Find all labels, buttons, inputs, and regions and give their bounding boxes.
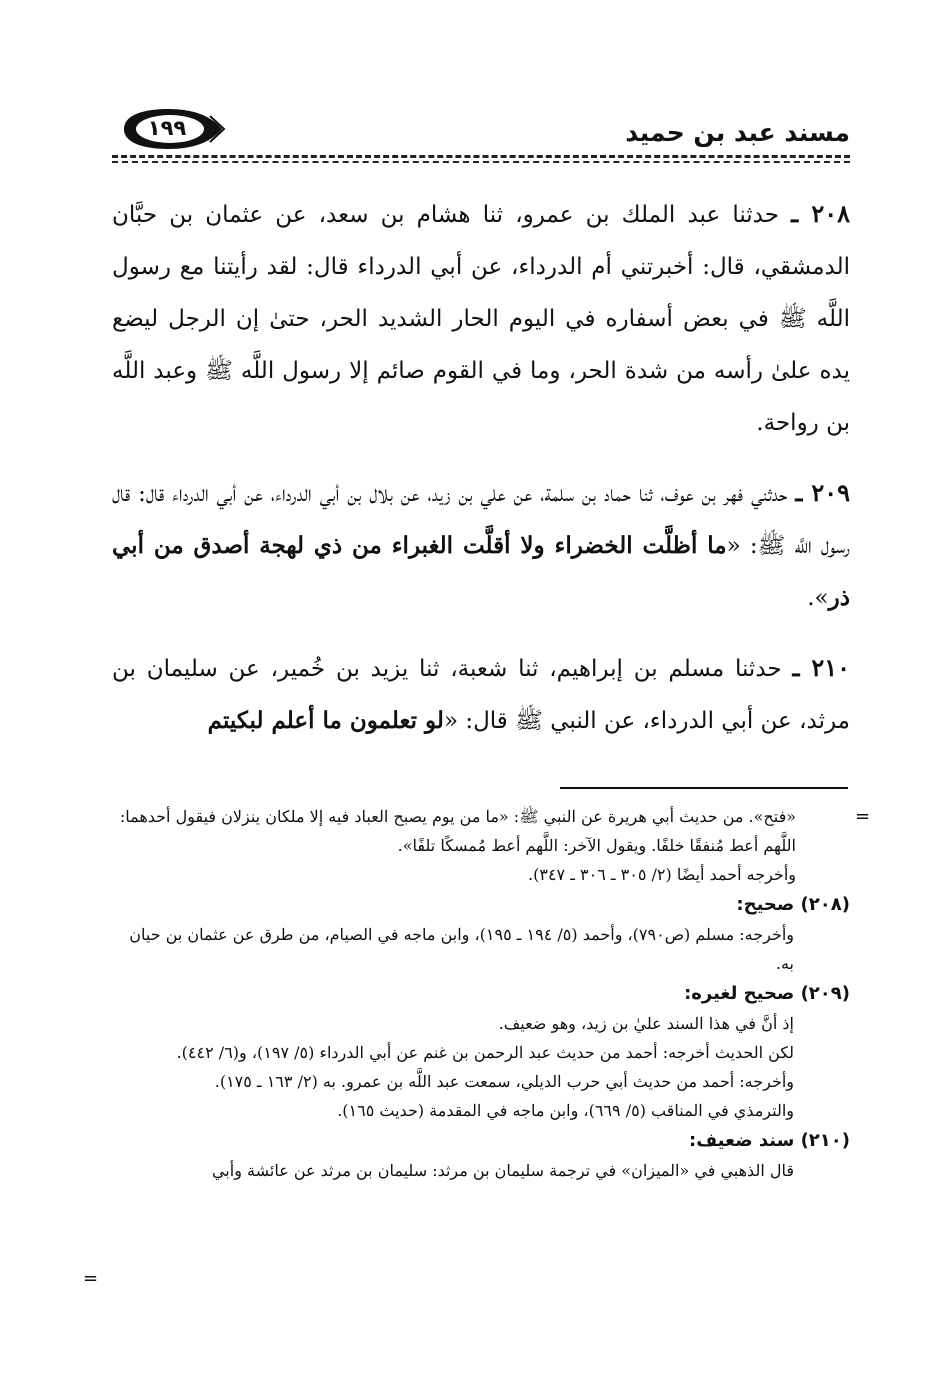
footnote-heading-209: (٢٠٩) صحيح لغيره:: [684, 983, 850, 1004]
footnote-line: وأخرجه أحمد أيضًا (٢/ ٣٠٥ ـ ٣٠٦ ـ ٣٤٧).: [528, 865, 796, 884]
footnote-end-marker: =: [83, 1268, 99, 1289]
footnote-line: قال الذهبي في «الميزان» في ترجمة سليمان بن مرثد: سليمان بن مرثد عن عائشة وأبي: [211, 1161, 794, 1180]
footnote-heading-210: (٢١٠) سند ضعيف:: [689, 1130, 850, 1151]
hadith-text: حدثنا عبد الملك بن عمرو، ثنا هشام بن سعد، عن عثمان بن حبَّان الدمشقي، قال: أخبرتني أم الدرداء، عن أبي الدرداء قال: لقد رأيتنا مع رسول اللَّه ﷺ في بعض أسفاره في اليوم الحار الشديد الحر، حتىٰ إن الرجل ليضع يده علىٰ رأسه من شدة الحر، وما في القوم صائم إلا رسول اللَّه ﷺ وعبد اللَّه بن رواحة.: [112, 202, 850, 436]
hadith-quote: ما أظلَّت الخضراء ولا أقلَّت الغبراء من ذي لهجة أصدق من أبي ذر: [112, 532, 850, 611]
header-rule: [112, 155, 850, 158]
hadith-209: [112, 467, 850, 624]
footnote-line: وأخرجه: مسلم (ص٧٩٠)، وأحمد (٥/ ١٩٤ ـ ١٩٥)، وابن ماجه في الصيام، من طرق عن عثمان بن حيان به.: [129, 925, 794, 973]
page-number: ١٩٩: [147, 116, 187, 140]
footnotes: [110, 802, 850, 1185]
footnote-line: إذ أنَّ في هذا السند عليٰ بن زيد، وهو ضعيف.: [498, 1014, 794, 1033]
footnote-line: «فتح». من حديث أبي هريرة عن النبي ﷺ: «ما من يوم يصبح العباد فيه إلا ملكان ينزلان فيقول أحدهما: اللَّهم أعط مُنفقًا خلفًا. ويقول الآخر: اللَّهم أعط مُمسكًا تلفًا».: [119, 807, 796, 855]
hadith-text: حدثني فهر بن عوف، ثنا حماد بن سلمة، عن علي بن زيد، عن بلال بن أبي الدرداء، عن أبي الدرداء قال: قال رسول اللَّه ﷺ: «: [112, 481, 851, 559]
footnote-continuation-marker: =: [855, 806, 871, 827]
hadith-210: [112, 642, 850, 747]
page-number-badge: [118, 106, 226, 152]
hadith-quote-end: ».: [807, 585, 829, 611]
footnote-line: لكن الحديث أخرجه: أحمد من حديث عبد الرحمن بن غنم عن أبي الدرداء (٥/ ١٩٧)، و(٦/ ٤٤٢).: [176, 1043, 794, 1062]
page-header: [110, 100, 850, 160]
hadith-number: ٢٠٩ ـ: [795, 478, 851, 507]
book-title: مسند عبد بن حميد: [625, 118, 850, 147]
hadith-text: حدثنا مسلم بن إبراهيم، ثنا شعبة، ثنا يزيد بن خُمير، عن سليمان بن مرثد، عن أبي الدرداء، عن النبي ﷺ قال: «: [112, 656, 850, 734]
footnote-heading-208: (٢٠٨) صحيح:: [736, 894, 850, 915]
hadith-quote: لو تعلمون ما أعلم لبكيتم: [207, 707, 444, 734]
hadith-208: [112, 188, 850, 449]
hadith-number: ٢٠٨ ـ: [791, 199, 850, 228]
footnote-separator: [560, 787, 848, 789]
footnote-line: والترمذي في المناقب (٥/ ٦٦٩)، وابن ماجه في المقدمة (حديث ١٦٥).: [337, 1101, 794, 1120]
main-text: [112, 188, 850, 765]
footnote-line: وأخرجه: أحمد من حديث أبي حرب الديلي، سمعت عبد اللَّه بن عمرو. به (٢/ ١٦٣ ـ ١٧٥).: [214, 1072, 794, 1091]
header-rule-secondary: [112, 161, 850, 163]
hadith-number: ٢١٠ ـ: [792, 653, 851, 682]
